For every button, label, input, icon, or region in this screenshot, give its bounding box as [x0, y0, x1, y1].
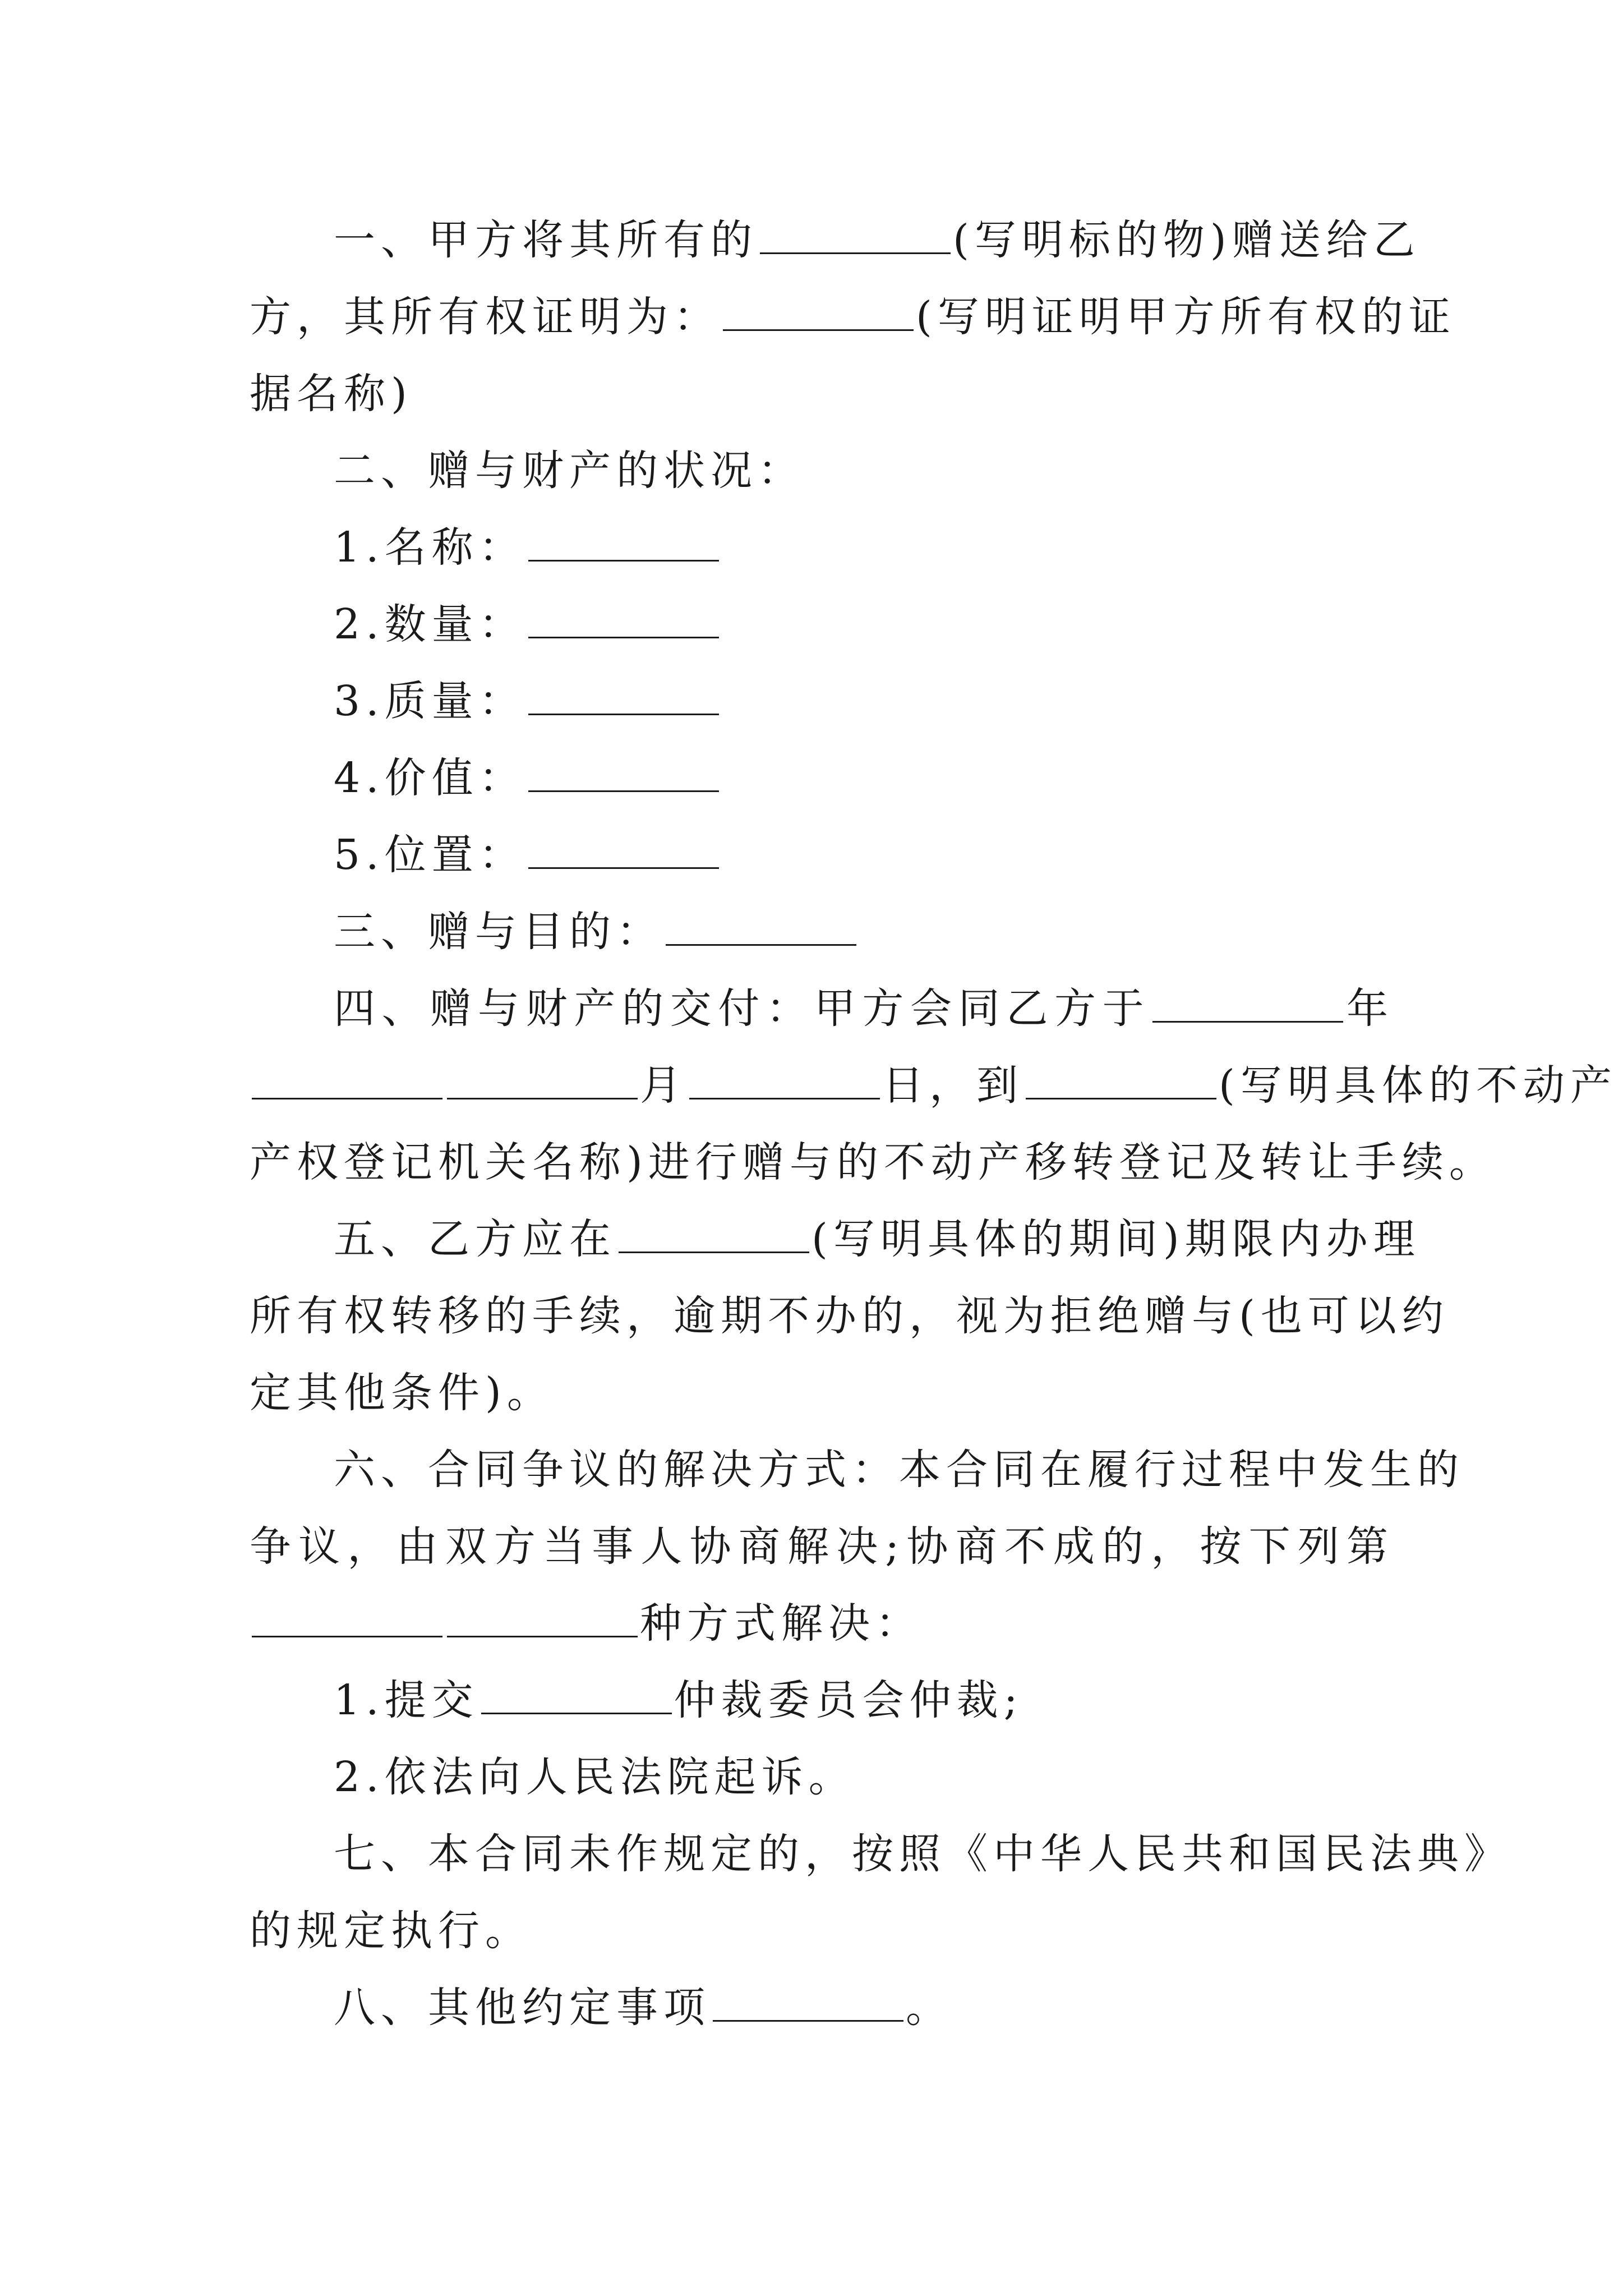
contract-line [250, 1047, 1617, 1124]
fill-in-blank [447, 1602, 638, 1637]
contract-line [250, 1124, 1496, 1201]
line-text: 种方式解决： [640, 1599, 923, 1648]
fill-in-blank [252, 1602, 442, 1637]
contract-line [250, 1739, 1394, 1816]
line-text: (写明标的物)赠送给乙 [953, 216, 1421, 264]
line-text: 争议，由双方当事人协商解决;协商不成的，按下列第 [250, 1522, 1394, 1571]
fill-in-blank [528, 834, 719, 869]
line-text: 4.价值： [334, 754, 526, 802]
fill-in-blank [481, 1679, 672, 1714]
line-text: 产权登记机关名称)进行赠与的不动产移转登记及转让手续。 [250, 1138, 1496, 1186]
contract-line [250, 740, 1394, 817]
line-text: 1.提交 [334, 1676, 479, 1724]
contract-line [250, 1970, 1394, 2046]
contract-line [250, 1816, 1511, 1893]
contract-line [250, 356, 1394, 432]
fill-in-blank [666, 910, 856, 946]
line-text: 所有权转移的手续，逾期不办的，视为拒绝赠与(也可以约 [250, 1292, 1449, 1340]
line-text: 月 [640, 1061, 687, 1110]
contract-line [250, 1893, 1394, 1970]
contract-line [250, 1201, 1421, 1278]
fill-in-blank [723, 296, 914, 331]
fill-in-blank [528, 680, 719, 715]
fill-in-blank [447, 1064, 638, 1099]
contract-line [250, 1508, 1394, 1585]
line-text: 3.质量： [334, 677, 526, 725]
line-text: 2.数量： [334, 600, 526, 648]
fill-in-blank [713, 1986, 903, 2022]
line-text: 五、乙方应在 [334, 1215, 616, 1263]
contract-line [250, 279, 1456, 356]
fill-in-blank [528, 526, 719, 562]
contract-line [250, 509, 1394, 586]
line-text: 方，其所有权证明为： [250, 293, 721, 341]
fill-in-blank [760, 219, 951, 254]
contract-line [250, 1355, 1394, 1432]
fill-in-blank [689, 1064, 880, 1099]
contract-line [250, 894, 1394, 970]
contract-line [250, 1585, 1394, 1662]
line-text: (写明证明甲方所有权的证 [916, 293, 1456, 341]
line-text: 日，到 [882, 1061, 1023, 1110]
contract-line [250, 1662, 1394, 1739]
line-text: 仲裁委员会仲裁; [674, 1676, 1023, 1724]
fill-in-blank [1026, 1064, 1216, 1099]
line-text: 据名称) [250, 370, 413, 418]
contract-line [250, 970, 1394, 1047]
contract-line [250, 663, 1394, 740]
fill-in-blank [252, 1064, 442, 1099]
line-text: 三、赠与目的： [334, 908, 663, 956]
contract-line [250, 432, 1394, 509]
contract-line [250, 202, 1421, 279]
line-text: 八、其他约定事项 [334, 1984, 711, 2032]
fill-in-blank [1152, 987, 1343, 1023]
line-text: 二、赠与财产的状况： [334, 447, 805, 495]
line-text: 七、本合同未作规定的，按照《中华人民共和国民法典》 [334, 1830, 1511, 1878]
contract-line [250, 586, 1394, 663]
contract-line [250, 1278, 1449, 1355]
line-text: (写明具体的不动产 [1219, 1061, 1617, 1110]
line-text: 年 [1345, 984, 1394, 1033]
line-text: 2.依法向人民法院起诉。 [334, 1753, 856, 1801]
fill-in-blank [528, 757, 719, 792]
line-text: 一、甲方将其所有的 [334, 216, 758, 264]
line-text: 5.位置： [334, 831, 526, 879]
line-text: 四、赠与财产的交付：甲方会同乙方于 [334, 984, 1151, 1033]
line-text: 的规定执行。 [250, 1907, 532, 1955]
contract-body [250, 202, 1617, 2046]
contract-line [250, 817, 1394, 894]
fill-in-blank [528, 603, 719, 638]
line-text: (写明具体的期间)期限内办理 [811, 1215, 1421, 1263]
fill-in-blank [619, 1218, 809, 1253]
line-text: 定其他条件)。 [250, 1369, 554, 1417]
line-text: 六、合同争议的解决方式：本合同在履行过程中发生的 [334, 1446, 1464, 1494]
line-text: 。 [906, 1984, 953, 2032]
line-text: 1.名称： [334, 523, 526, 572]
contract-line [250, 1432, 1464, 1508]
